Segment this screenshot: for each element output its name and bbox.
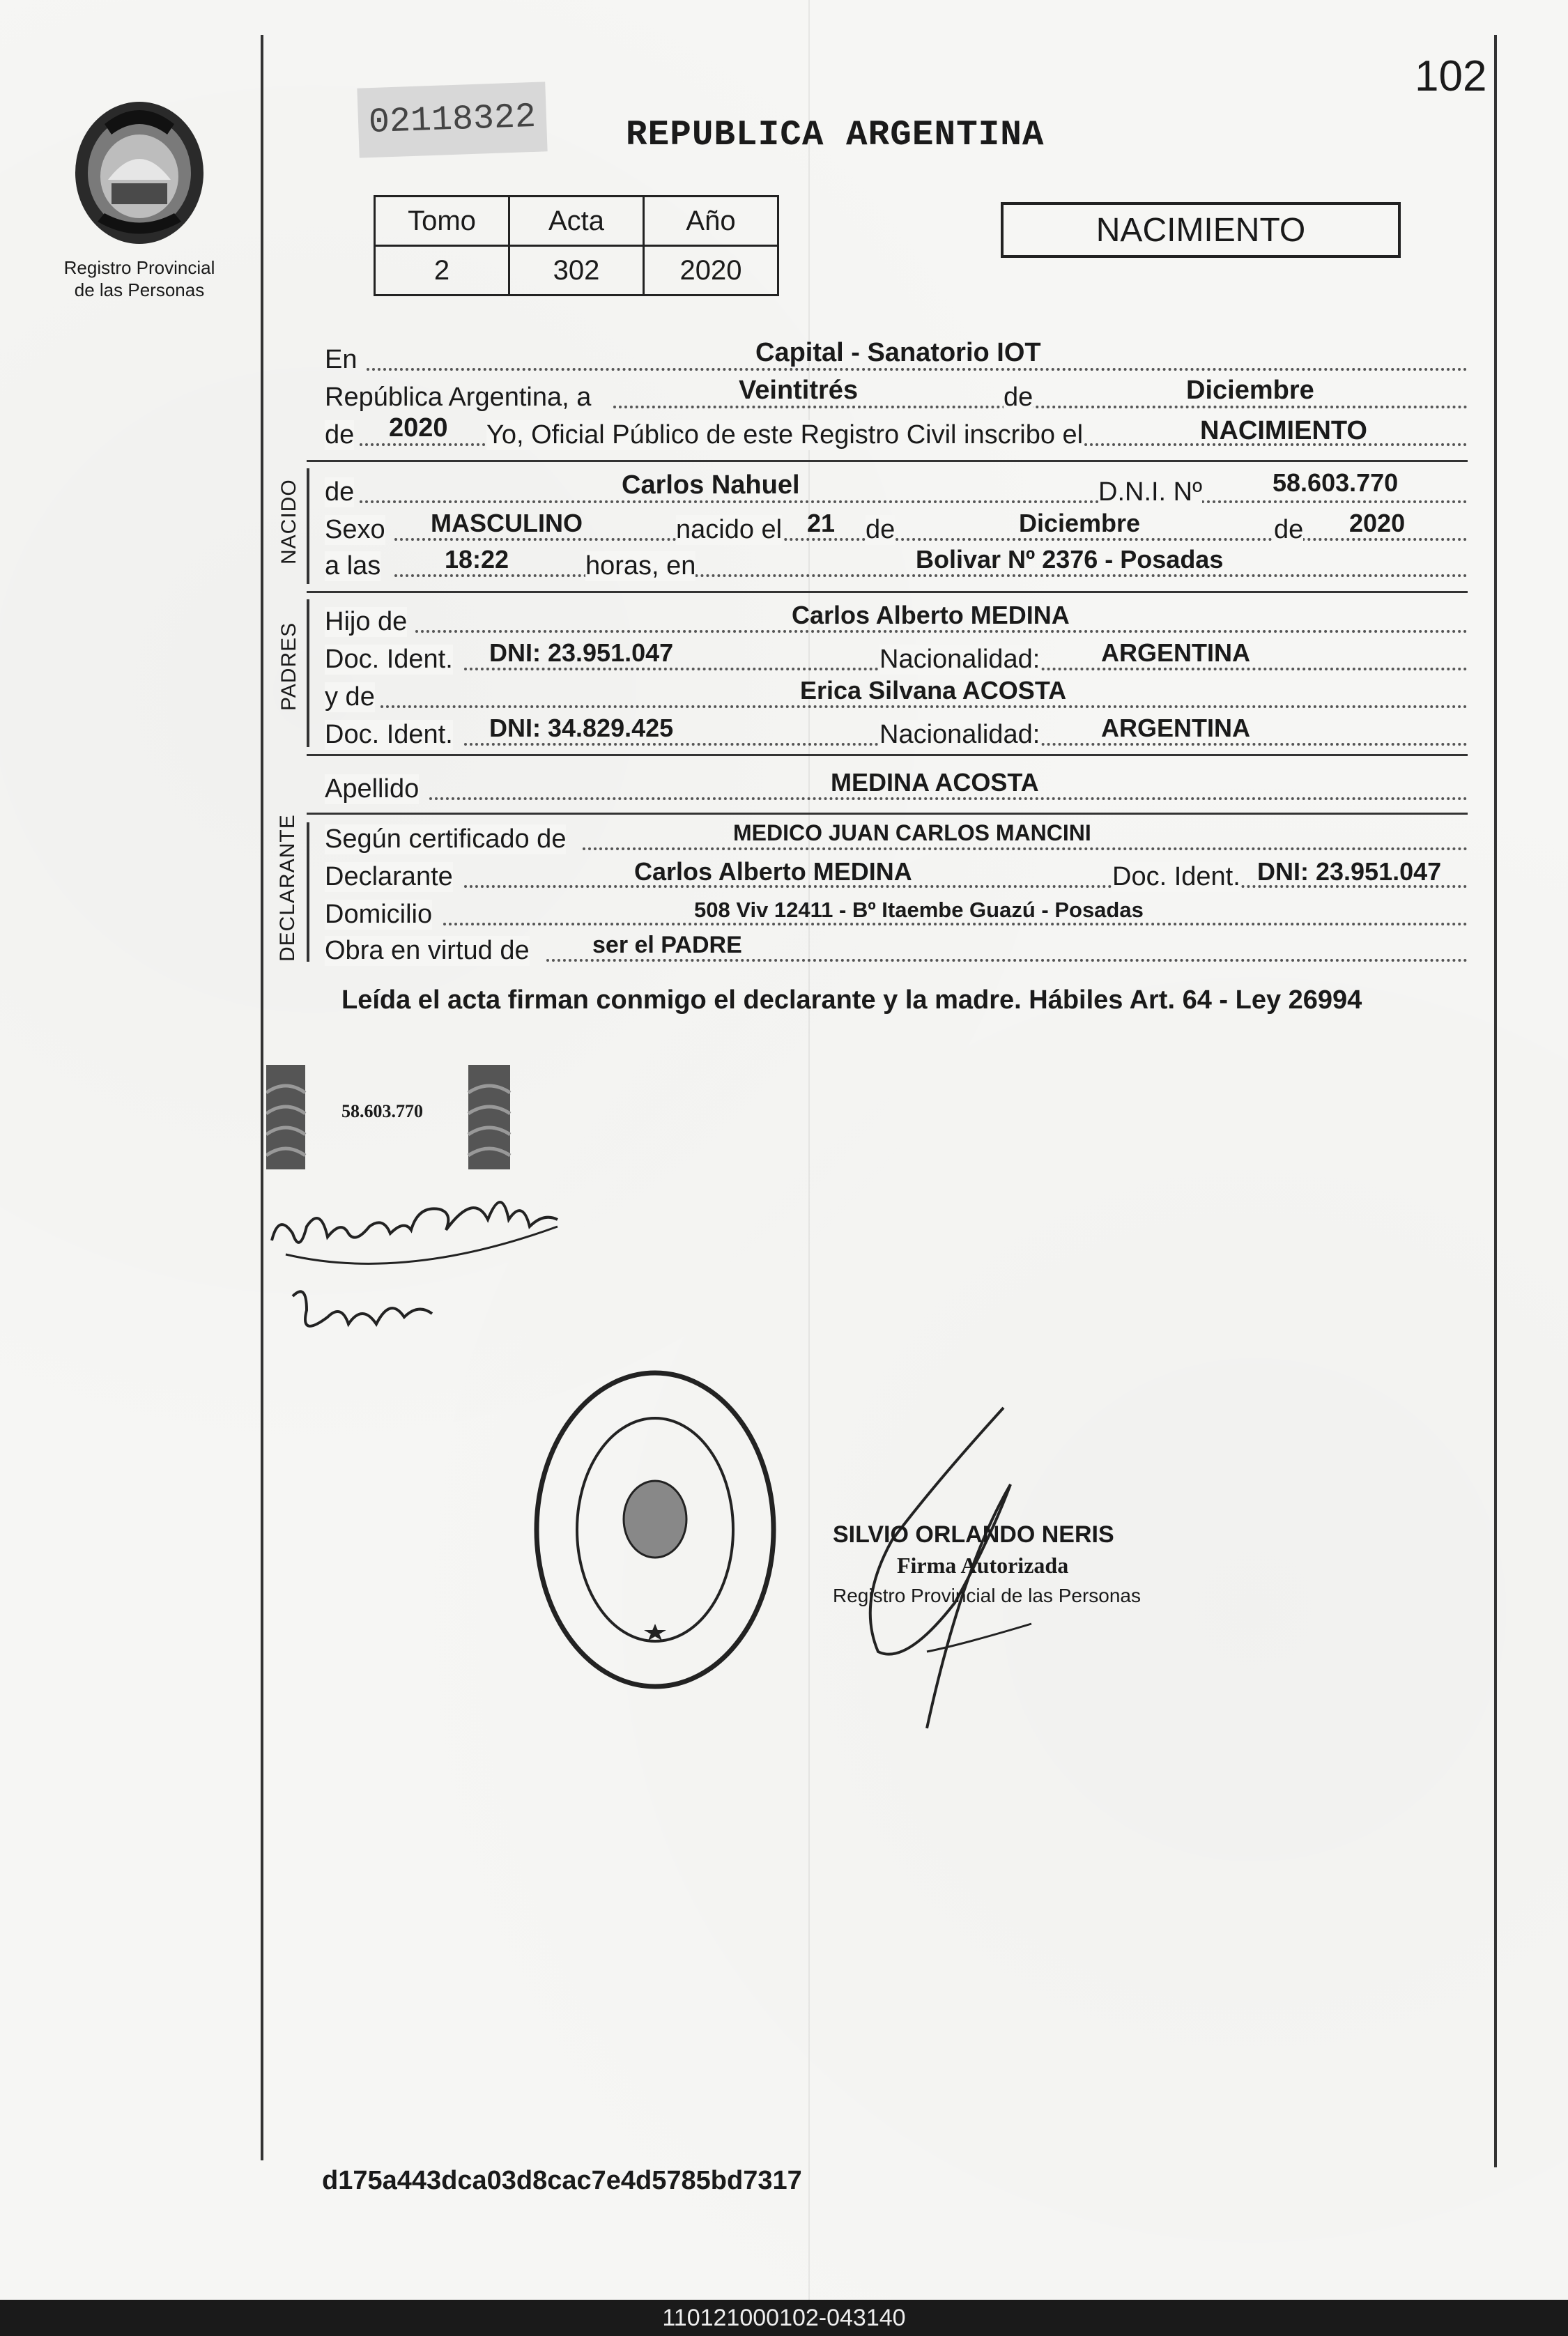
row-domicilio	[325, 896, 1468, 932]
divider-1	[307, 460, 1468, 462]
official-office: Registro Provincial de las Personas	[833, 1585, 1141, 1606]
row-sexo	[325, 509, 1468, 548]
label-doc-ident-declarante: Doc. Ident.	[1112, 862, 1240, 891]
left-margin-line	[261, 35, 263, 2160]
row-hora	[325, 545, 1468, 584]
authorized-official-block	[833, 1519, 1195, 1611]
closing-statement: Leída el acta firman conmigo el declarante y la madre. Hábiles Art. 64 - Ley 26994	[341, 985, 1362, 1015]
registry-table	[374, 195, 779, 296]
value-mes-texto: Diciembre	[1186, 376, 1314, 405]
registry-value-tomo: 2	[375, 246, 509, 295]
logo-caption	[42, 256, 237, 301]
official-role: Firma Autorizada	[897, 1553, 1069, 1578]
row-padre	[325, 601, 1468, 640]
label-doc-ident-padre: Doc. Ident.	[325, 645, 453, 674]
registry-header-anio: Año	[644, 197, 778, 246]
row-madre	[325, 676, 1468, 715]
dni-security-tab	[266, 1065, 517, 1169]
row-apellido	[325, 768, 1468, 807]
divider-4	[307, 813, 1468, 815]
value-madre: Erica Silvana ACOSTA	[800, 676, 1067, 705]
value-declarante-dni: DNI: 23.951.047	[1257, 857, 1442, 886]
value-obra: ser el PADRE	[592, 932, 742, 958]
row-declarante	[325, 859, 1468, 895]
label-obra: Obra en virtud de	[325, 936, 530, 965]
page-number: 102	[1415, 52, 1487, 100]
value-dni-nacido: 58.603.770	[1273, 468, 1399, 497]
control-number-stamp: 02118322	[357, 82, 547, 157]
registry-seal-icon	[530, 1366, 781, 1693]
value-lugar: Capital - Sanatorio IOT	[755, 338, 1041, 367]
page-title: REPUBLICA ARGENTINA	[626, 116, 1045, 155]
label-nacionalidad-padre: Nacionalidad:	[879, 645, 1040, 674]
row-obra	[325, 932, 1468, 969]
registry-value-anio: 2020	[644, 246, 778, 295]
document-type-box: NACIMIENTO	[1001, 202, 1401, 258]
label-republica: República Argentina, a	[325, 383, 592, 412]
value-madre-nac: ARGENTINA	[1101, 714, 1250, 742]
value-padre-nac: ARGENTINA	[1101, 638, 1250, 667]
declarant-signature-icon	[265, 1178, 585, 1359]
document-hash: d175a443dca03d8cac7e4d5785bd7317	[322, 2166, 802, 2195]
label-de-anio: de	[1274, 515, 1304, 544]
label-apellido: Apellido	[325, 774, 420, 804]
value-declarante: Carlos Alberto MEDINA	[634, 857, 912, 886]
label-en: En	[325, 345, 358, 374]
value-dia-texto: Veintitrés	[739, 376, 859, 405]
logo-caption-line2: de las Personas	[74, 279, 205, 300]
footer-code: 110121000102-043140	[0, 2300, 1568, 2336]
value-apellido: MEDINA ACOSTA	[831, 768, 1039, 797]
section-label-padres: PADRES	[277, 622, 300, 711]
padres-bar	[307, 599, 309, 747]
row-fecha	[325, 376, 1468, 415]
divider-2	[307, 591, 1468, 593]
misiones-seal-logo-icon	[70, 96, 209, 249]
label-yo: Yo, Oficial Público de este Registro Civil inscribo el	[486, 420, 1084, 449]
official-name: SILVIO ORLANDO NERIS	[833, 1521, 1114, 1548]
label-de-name: de	[325, 477, 355, 507]
label-segun: Según certificado de	[325, 824, 567, 854]
registry-header-acta: Acta	[509, 197, 644, 246]
value-lugar-nac: Bolivar Nº 2376 - Posadas	[916, 545, 1224, 574]
value-certificado: MEDICO JUAN CARLOS MANCINI	[733, 820, 1091, 845]
row-nombre	[325, 468, 1468, 510]
value-domicilio: 508 Viv 12411 - Bº Itaembe Guazú - Posadas	[694, 898, 1144, 922]
row-padre-doc	[325, 638, 1468, 677]
value-dia-nac: 21	[807, 509, 836, 537]
label-de-mes: de	[866, 515, 896, 544]
label-sexo: Sexo	[325, 515, 385, 544]
label-nacionalidad-madre: Nacionalidad:	[879, 720, 1040, 749]
row-inscribo	[325, 413, 1468, 453]
label-nacido-el: nacido el	[676, 515, 783, 544]
value-acto: NACIMIENTO	[1200, 416, 1367, 445]
logo-caption-line1: Registro Provincial	[63, 257, 215, 278]
label-de-year: de	[325, 420, 355, 449]
value-padre: Carlos Alberto MEDINA	[792, 601, 1070, 629]
label-doc-ident-madre: Doc. Ident.	[325, 720, 453, 749]
declarante-bar	[307, 822, 309, 962]
row-en	[325, 338, 1468, 378]
label-y-de: y de	[325, 682, 375, 712]
label-hijo-de: Hijo de	[325, 607, 408, 636]
section-label-declarante: DECLARANTE	[276, 814, 299, 962]
label-de: de	[1004, 383, 1033, 412]
value-mes-nac: Diciembre	[1019, 509, 1141, 537]
registry-header-tomo: Tomo	[375, 197, 509, 246]
value-anio-nac: 2020	[1349, 509, 1406, 537]
divider-3	[307, 754, 1468, 756]
nacido-bar	[307, 468, 309, 584]
value-padre-dni: DNI: 23.951.047	[489, 638, 674, 667]
section-label-nacido: NACIDO	[277, 479, 300, 564]
label-declarante: Declarante	[325, 862, 453, 891]
right-margin-line	[1494, 35, 1497, 2167]
label-a-las: a las	[325, 551, 381, 581]
row-madre-doc	[325, 716, 1468, 753]
value-sexo: MASCULINO	[431, 509, 583, 537]
value-anio: 2020	[389, 413, 448, 443]
value-nombre: Carlos Nahuel	[622, 470, 800, 500]
value-madre-dni: DNI: 34.829.425	[489, 714, 674, 742]
row-certificado	[325, 821, 1468, 857]
label-dni: D.N.I. Nº	[1098, 477, 1202, 507]
value-hora: 18:22	[445, 545, 509, 574]
registry-value-acta: 302	[509, 246, 644, 295]
label-domicilio: Domicilio	[325, 900, 433, 929]
label-horas-en: horas, en	[585, 551, 696, 581]
dni-tab-number: 58.603.770	[341, 1101, 423, 1121]
